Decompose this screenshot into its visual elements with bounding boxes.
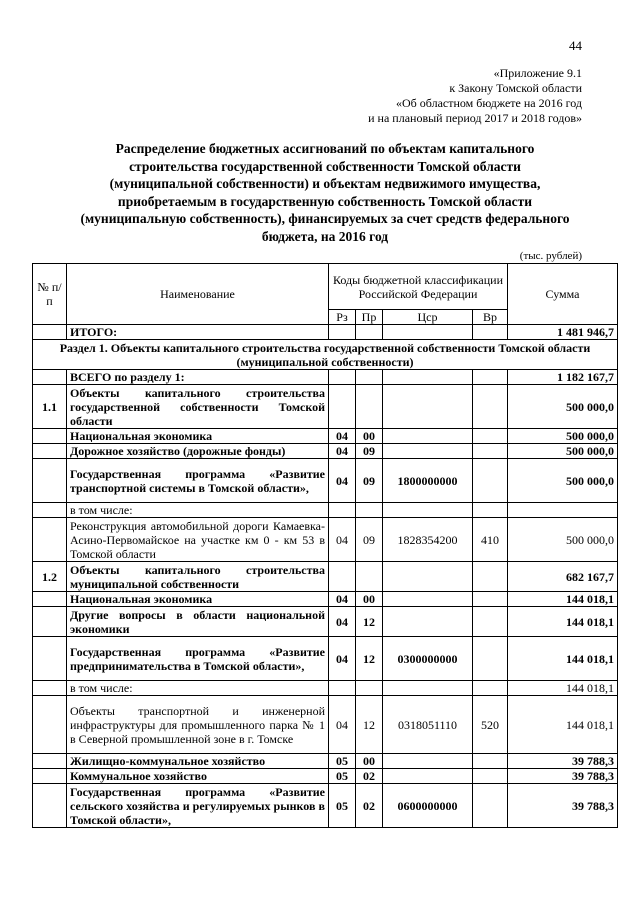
row-sum: 500 000,0 [508,385,618,429]
row-sum: 500 000,0 [508,518,618,562]
row-rz: 05 [329,769,356,784]
row-rz: 05 [329,754,356,769]
row-pr: 00 [356,429,383,444]
total-label: ИТОГО: [67,325,329,340]
row-pr: 12 [356,637,383,681]
row-name: Национальная экономика [67,429,329,444]
table-row [33,754,618,769]
row-rz: 04 [329,518,356,562]
row-csr [383,562,473,592]
row-num [33,607,67,637]
total-sum: 1 481 946,7 [508,325,618,340]
row-sum: 39 788,3 [508,784,618,828]
row-name: в том числе: [67,681,329,696]
table-row [33,769,618,784]
row-vr [473,385,508,429]
row-pr: 02 [356,769,383,784]
row-name: Государственная программа «Развитие транспортной системы в Томской области», [67,459,329,503]
row-name: Объекты капитального строительства муниципальной собственности [67,562,329,592]
header-vr: Вр [473,310,508,325]
row-sum: 500 000,0 [508,459,618,503]
row-csr: 0600000000 [383,784,473,828]
header-rz: Рз [329,310,356,325]
row-vr [473,754,508,769]
row-sum: 39 788,3 [508,769,618,784]
units-label: (тыс. рублей) [519,250,582,262]
row-sum: 500 000,0 [508,444,618,459]
row-rz: 04 [329,444,356,459]
row-num [33,503,67,518]
appendix-line: «Об областном бюджете на 2016 год [396,96,582,110]
header-num: № п/п [33,264,67,325]
table-row [33,503,618,518]
row-csr [383,429,473,444]
row-name: Жилищно-коммунальное хозяйство [67,754,329,769]
row-csr [383,754,473,769]
row-rz: 04 [329,696,356,754]
section-total-sum: 1 182 167,7 [508,370,618,385]
row-num: 1.2 [33,562,67,592]
row-name: Дорожное хозяйство (дорожные фонды) [67,444,329,459]
row-name: Национальная экономика [67,592,329,607]
row-vr [473,607,508,637]
row-num [33,459,67,503]
appendix-line: «Приложение 9.1 [493,66,582,80]
row-csr [383,607,473,637]
row-csr [383,681,473,696]
row-pr [356,562,383,592]
row-vr [473,562,508,592]
table-row [33,784,618,828]
table-row [33,459,618,503]
row-vr [473,429,508,444]
row-rz: 04 [329,429,356,444]
table-row [33,385,618,429]
row-sum: 144 018,1 [508,607,618,637]
row-pr: 12 [356,607,383,637]
row-sum: 144 018,1 [508,637,618,681]
row-name: Объекты транспортной и инженерной инфраструктуры для промышленного парка № 1 в Северной промышленной зоне в г. Томске [67,696,329,754]
row-rz: 04 [329,607,356,637]
row-name: в том числе: [67,503,329,518]
section-title: Раздел 1. Объекты капитального строительства государственной собственности Томской области (муниципальной собственности) [33,340,618,370]
row-num [33,754,67,769]
row-pr: 12 [356,696,383,754]
row-num [33,769,67,784]
row-csr [383,592,473,607]
row-csr: 1828354200 [383,518,473,562]
budget-table [32,263,618,828]
row-sum: 144 018,1 [508,696,618,754]
total-row [33,325,618,340]
section-total-label: ВСЕГО по разделу 1: [67,370,329,385]
row-sum: 682 167,7 [508,562,618,592]
row-vr [473,444,508,459]
row-pr: 02 [356,784,383,828]
row-pr [356,681,383,696]
section-total-row [33,370,618,385]
header-codes: Коды бюджетной классификации Российской Федерации [329,264,508,310]
row-pr: 09 [356,459,383,503]
page-number: 44 [569,38,582,53]
row-rz: 04 [329,637,356,681]
row-num [33,681,67,696]
row-sum: 144 018,1 [508,681,618,696]
row-num [33,784,67,828]
row-vr [473,784,508,828]
row-num [33,696,67,754]
row-csr: 0300000000 [383,637,473,681]
row-csr [383,385,473,429]
row-rz [329,562,356,592]
row-num: 1.1 [33,385,67,429]
row-rz [329,503,356,518]
appendix-line: и на плановый период 2017 и 2018 годов» [368,111,582,125]
row-pr: 09 [356,444,383,459]
row-pr [356,385,383,429]
table-row [33,429,618,444]
row-vr [473,503,508,518]
row-sum [508,503,618,518]
table-row [33,592,618,607]
row-vr [473,637,508,681]
row-name: Коммунальное хозяйство [67,769,329,784]
row-num [33,518,67,562]
row-name: Объекты капитального строительства государственной собственности Томской области [67,385,329,429]
appendix-header [368,66,582,126]
row-vr [473,592,508,607]
row-rz [329,681,356,696]
section-row [33,340,618,370]
table-row [33,681,618,696]
table-row [33,518,618,562]
row-vr [473,459,508,503]
row-csr [383,769,473,784]
row-pr [356,503,383,518]
row-num [33,637,67,681]
table-row [33,562,618,592]
row-pr: 09 [356,518,383,562]
table-row [33,637,618,681]
row-rz: 04 [329,459,356,503]
row-sum: 39 788,3 [508,754,618,769]
table-row [33,696,618,754]
row-csr [383,444,473,459]
row-rz [329,385,356,429]
row-csr: 1800000000 [383,459,473,503]
row-pr: 00 [356,754,383,769]
row-csr: 0318051110 [383,696,473,754]
row-num [33,429,67,444]
row-vr: 410 [473,518,508,562]
row-sum: 500 000,0 [508,429,618,444]
appendix-line: к Закону Томской области [449,81,582,95]
header-pr: Пр [356,310,383,325]
row-num [33,592,67,607]
header-name: Наименование [67,264,329,325]
header-sum: Сумма [508,264,618,325]
document-title: Распределение бюджетных ассигнований по объектам капитального строительства государственной собственности Томской области (муниципальной собственности) и объектам недвижимого имущества, приобретаемым в государственную собственность Томской области (муниципальную собственность), финансируемых за счет средств федерального бюджета, на 2016 год [80,141,570,244]
row-vr [473,769,508,784]
row-vr: 520 [473,696,508,754]
row-rz: 05 [329,784,356,828]
table-row [33,444,618,459]
row-rz: 04 [329,592,356,607]
row-name: Государственная программа «Развитие предпринимательства в Томской области», [67,637,329,681]
row-name: Государственная программа «Развитие сельского хозяйства и регулируемых рынков в Томской области», [67,784,329,828]
row-num [33,444,67,459]
row-name: Реконструкция автомобильной дороги Камаевка-Асино-Первомайское на участке км 0 - км 53 в Томской области [67,518,329,562]
table-row [33,607,618,637]
row-csr [383,503,473,518]
header-csr: Цср [383,310,473,325]
row-name: Другие вопросы в области национальной экономики [67,607,329,637]
row-sum: 144 018,1 [508,592,618,607]
row-pr: 00 [356,592,383,607]
row-vr [473,681,508,696]
